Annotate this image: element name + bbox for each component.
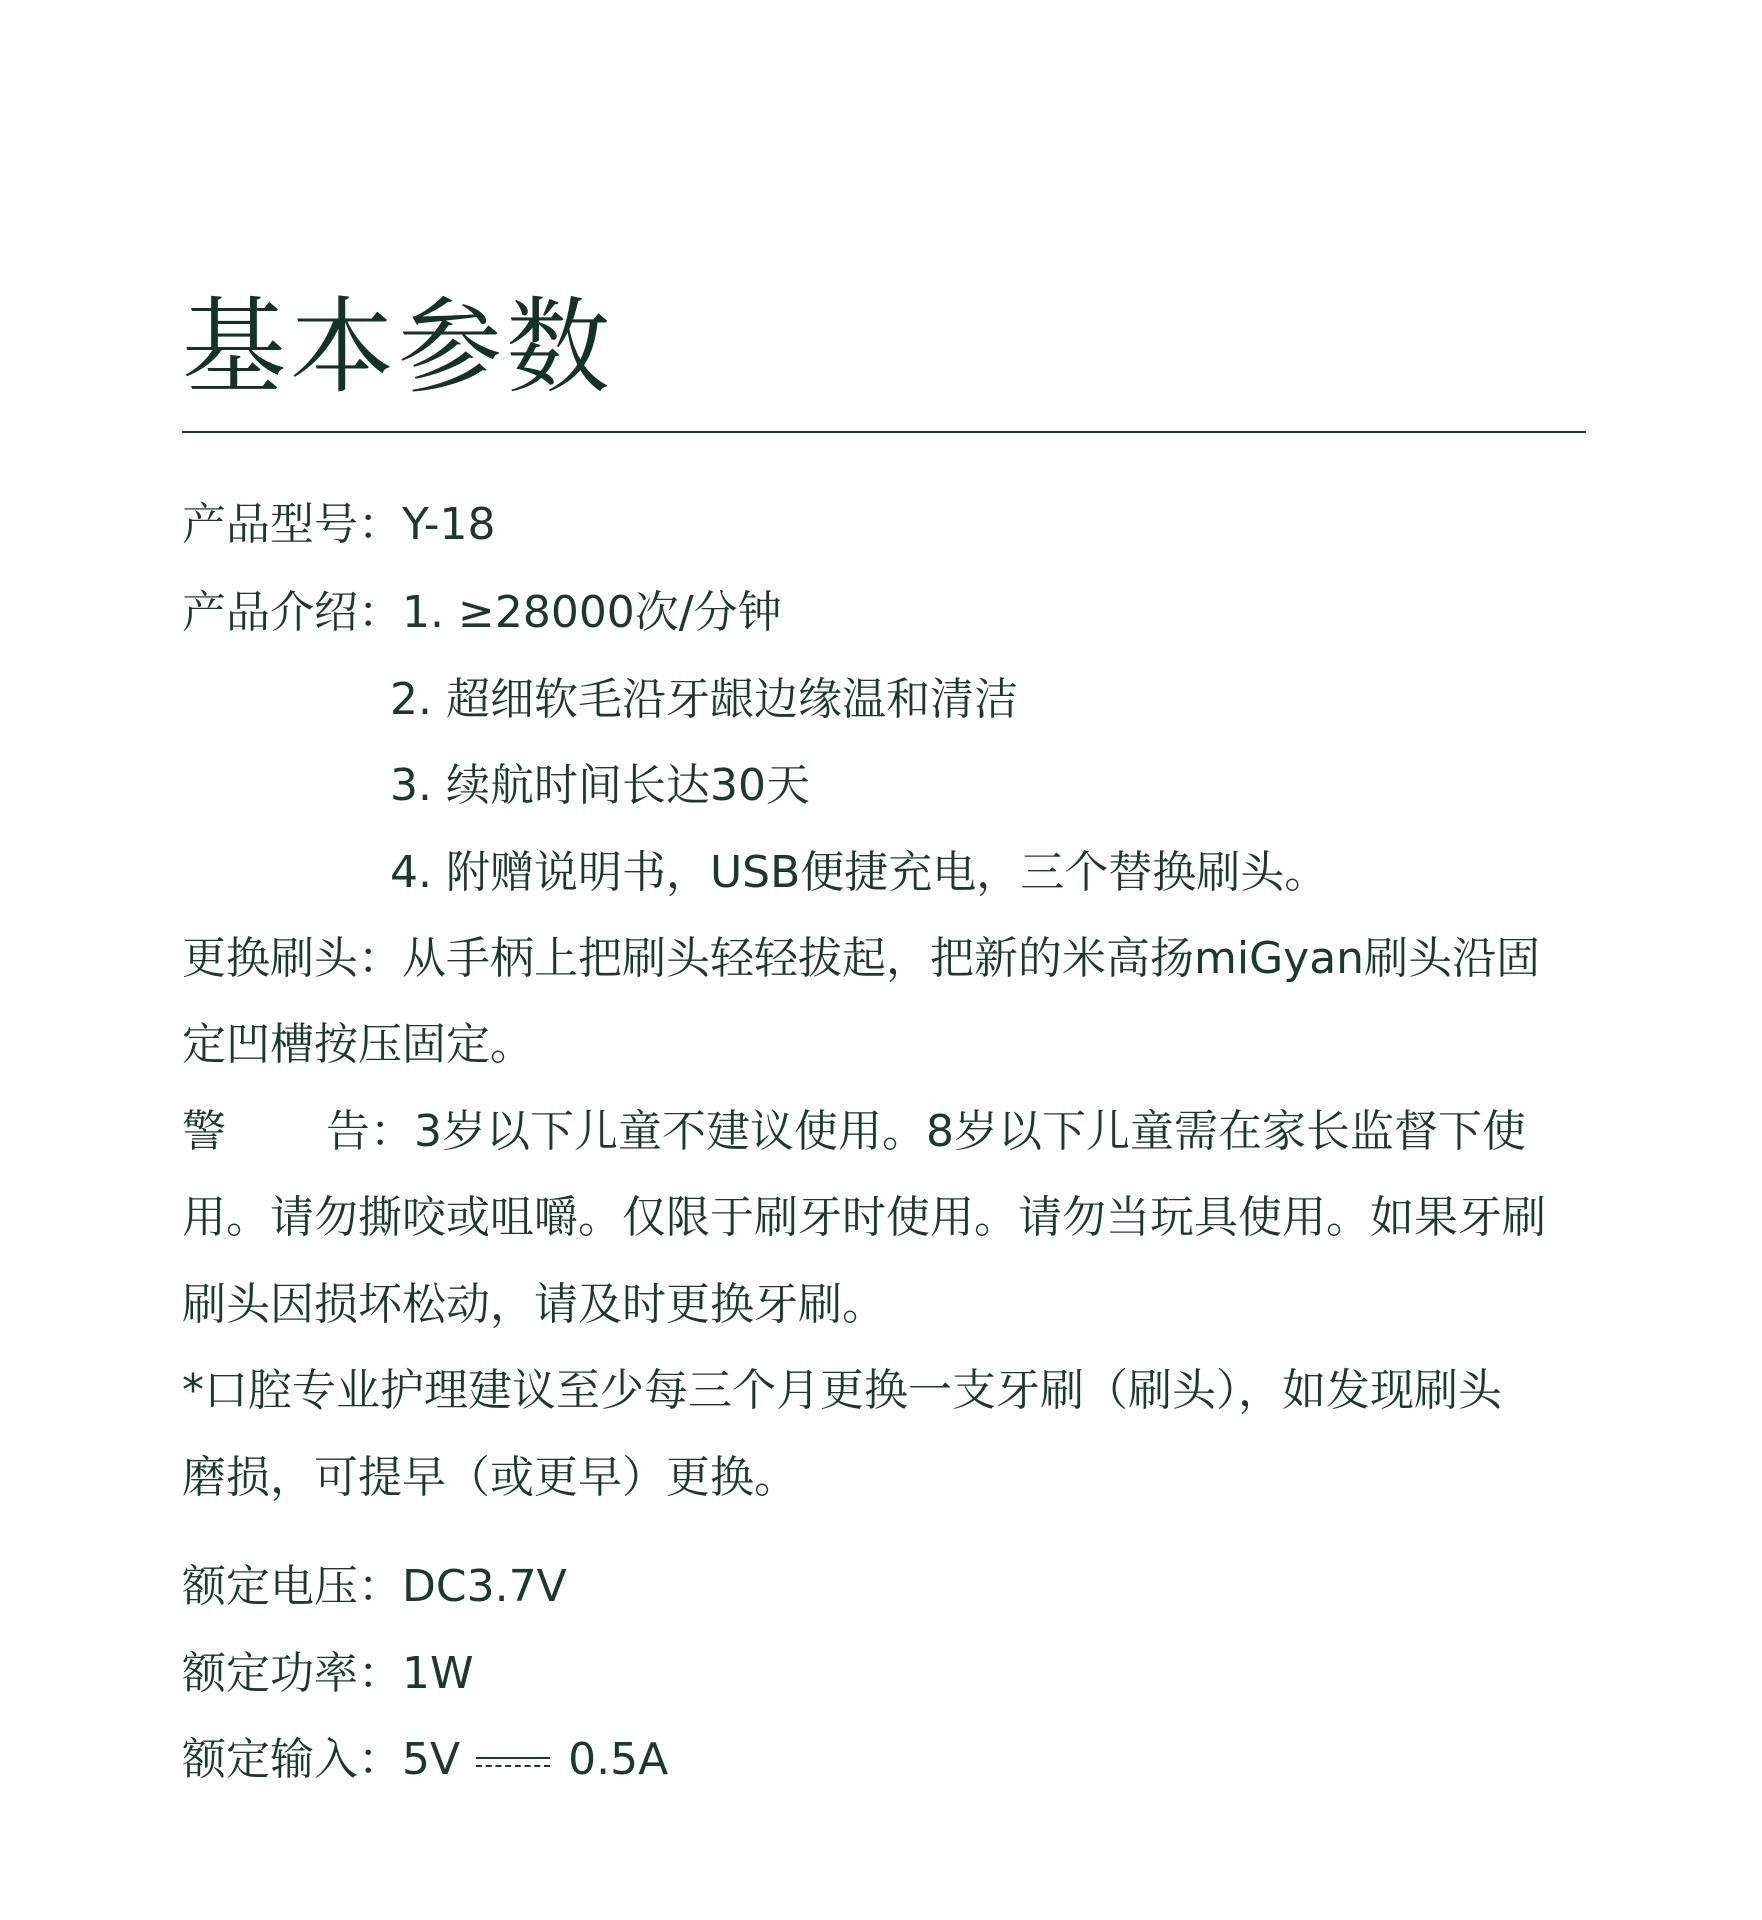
input-current: 0.5A bbox=[568, 1734, 669, 1785]
warning-label-first: 警 bbox=[182, 1106, 226, 1157]
input-voltage: 5V bbox=[402, 1734, 461, 1785]
warning-text-continued: 刷头因损坏松动，请及时更换牙刷。 bbox=[182, 1279, 886, 1330]
care-note: *口腔专业护理建议至少每三个月更换一支牙刷（刷头），如发现刷头 bbox=[182, 1365, 1502, 1416]
power-label: 额定功率： bbox=[182, 1648, 402, 1699]
input-row bbox=[182, 1734, 669, 1785]
voltage-label: 额定电压： bbox=[182, 1561, 402, 1612]
replace-text: 从手柄上把刷头轻轻拔起，把新的米高扬miGyan刷头沿固 bbox=[402, 933, 1541, 984]
model-value: Y-18 bbox=[402, 499, 496, 550]
input-label: 额定输入： bbox=[182, 1734, 402, 1785]
replace-row bbox=[182, 933, 1541, 984]
intro-item: 3. 续航时间长达30天 bbox=[390, 760, 810, 811]
voltage-row bbox=[182, 1561, 567, 1612]
power-value: 1W bbox=[402, 1648, 474, 1699]
page-title: 基本参数 bbox=[182, 286, 615, 408]
intro-item: 1. ≥28000次/分钟 bbox=[402, 587, 782, 638]
intro-item: 4. 附赠说明书，USB便捷充电，三个替换刷头。 bbox=[390, 847, 1329, 898]
model-label: 产品型号： bbox=[182, 499, 402, 550]
warning-row bbox=[182, 1106, 1526, 1157]
model-row bbox=[182, 499, 496, 550]
voltage-value: DC3.7V bbox=[402, 1561, 567, 1612]
warning-text-continued: 用。请勿撕咬或咀嚼。仅限于刷牙时使用。请勿当玩具使用。如果牙刷 bbox=[182, 1192, 1546, 1243]
intro-row bbox=[182, 587, 782, 638]
replace-label: 更换刷头： bbox=[182, 933, 402, 984]
care-note-continued: 磨损，可提早（或更早）更换。 bbox=[182, 1452, 798, 1503]
title-divider bbox=[182, 431, 1586, 433]
warning-text: 3岁以下儿童不建议使用。8岁以下儿童需在家长监督下使 bbox=[414, 1106, 1526, 1157]
warning-label-second: 告： bbox=[326, 1106, 414, 1157]
power-row bbox=[182, 1648, 474, 1699]
replace-text-continued: 定凹槽按压固定。 bbox=[182, 1019, 534, 1070]
dc-current-icon bbox=[476, 1751, 550, 1773]
intro-label: 产品介绍： bbox=[182, 587, 402, 638]
intro-item: 2. 超细软毛沿牙龈边缘温和清洁 bbox=[390, 674, 1018, 725]
